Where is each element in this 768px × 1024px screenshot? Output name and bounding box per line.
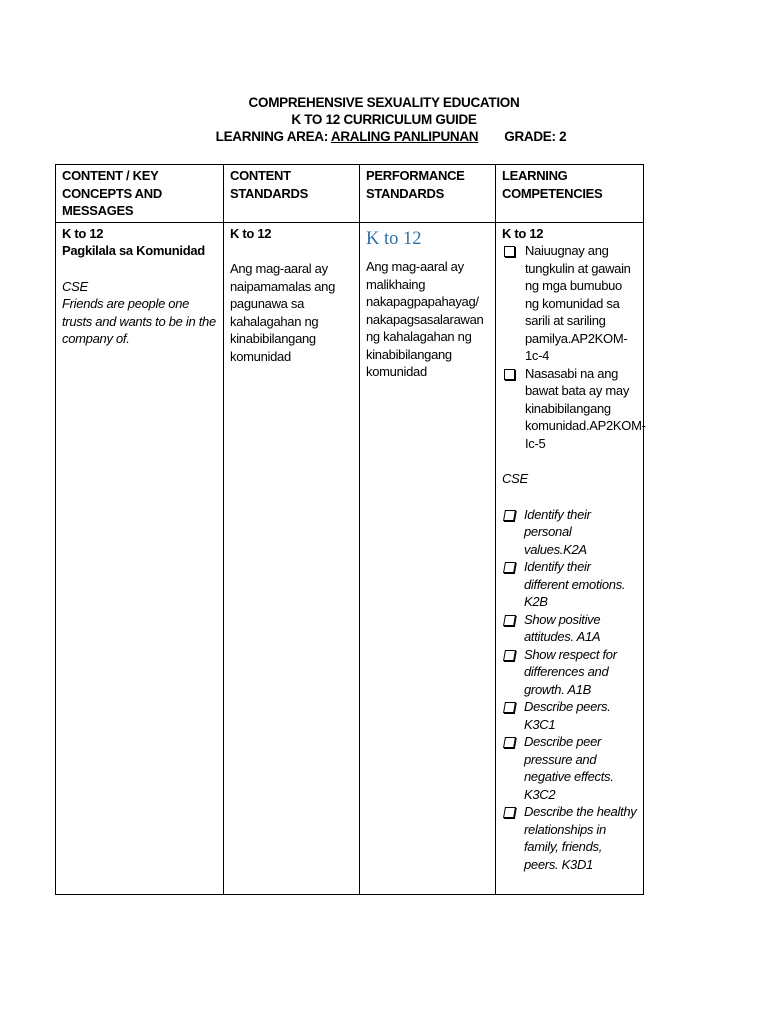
list-item: Naiuugnay ang tungkulin at gawain ng mga bumubuo ng komunidad sa sarili at sariling pamilya.AP2KOM-1c-4 bbox=[502, 242, 637, 365]
k12-label: K to 12 bbox=[502, 225, 544, 241]
checkbox-icon bbox=[503, 510, 516, 521]
cse-label: CSE bbox=[502, 471, 528, 486]
header-learning-competencies: LEARNING COMPETENCIES bbox=[496, 165, 644, 223]
k12-label: K to 12 bbox=[230, 225, 272, 241]
list-item: Describe peers. K3C1 bbox=[502, 698, 637, 733]
checkbox-icon bbox=[503, 702, 516, 713]
cell-content-key-concepts bbox=[56, 222, 224, 895]
cell-performance-standards bbox=[360, 222, 496, 895]
learning-area-value: ARALING PANLIPUNAN bbox=[330, 129, 479, 144]
checkbox-icon bbox=[503, 807, 516, 818]
list-item: Identify their personal values.K2A bbox=[502, 506, 637, 559]
checkbox-icon bbox=[503, 615, 516, 626]
checkbox-icon bbox=[503, 737, 516, 748]
table-header-row bbox=[56, 165, 644, 223]
document-header bbox=[0, 94, 768, 145]
checkbox-icon bbox=[504, 246, 515, 257]
learning-area-label: LEARNING AREA: bbox=[215, 129, 331, 144]
cell-learning-competencies bbox=[496, 222, 644, 895]
header-content-key-concepts: CONTENT / KEY CONCEPTS AND MESSAGES bbox=[56, 165, 224, 223]
learning-area-line bbox=[7, 128, 768, 145]
content-standard-text: Ang mag-aaral ay naipamamalas ang pagunawa sa kahalagahan ng kinabibilangang komunidad bbox=[230, 261, 336, 364]
cse-message: Friends are people one trusts and wants to be in the company of. bbox=[62, 296, 216, 346]
list-item: Show respect for differences and growth. A1B bbox=[502, 646, 637, 699]
cse-competency-list bbox=[502, 506, 637, 874]
header-content-standards: CONTENT STANDARDS bbox=[224, 165, 360, 223]
k12-label: K to 12 bbox=[366, 228, 422, 249]
header-performance-standards: PERFORMANCE STANDARDS bbox=[360, 165, 496, 223]
list-item: Show positive attitudes. A1A bbox=[502, 611, 637, 646]
grade-label: GRADE: 2 bbox=[504, 129, 567, 144]
curriculum-table bbox=[55, 164, 644, 895]
k12-label: K to 12 bbox=[62, 225, 104, 241]
list-item: Describe the healthy relationships in family, friends, peers. K3D1 bbox=[502, 803, 637, 873]
topic-title: Pagkilala sa Komunidad bbox=[62, 243, 205, 258]
table-row bbox=[56, 222, 644, 895]
cell-content-standards bbox=[224, 222, 360, 895]
performance-standard-text: Ang mag-aaral ay malikhaing nakapagpapahayag/ nakapagsasalarawan ng kahalagahan ng kinabibilangang komunidad bbox=[366, 259, 484, 379]
checkbox-icon bbox=[503, 562, 516, 573]
list-item: Describe peer pressure and negative effects. K3C2 bbox=[502, 733, 637, 803]
checkbox-icon bbox=[503, 650, 516, 661]
cse-label: CSE bbox=[62, 278, 88, 294]
checkbox-icon bbox=[504, 369, 515, 380]
k12-competency-list bbox=[502, 242, 646, 452]
list-item: Nasasabi na ang bawat bata ay may kinabibilangang komunidad.AP2KOM-Ic-5 bbox=[502, 365, 637, 453]
doc-subtitle: K TO 12 CURRICULUM GUIDE bbox=[291, 112, 477, 127]
list-item: Identify their different emotions. K2B bbox=[502, 558, 637, 611]
doc-title: COMPREHENSIVE SEXUALITY EDUCATION bbox=[248, 95, 520, 110]
